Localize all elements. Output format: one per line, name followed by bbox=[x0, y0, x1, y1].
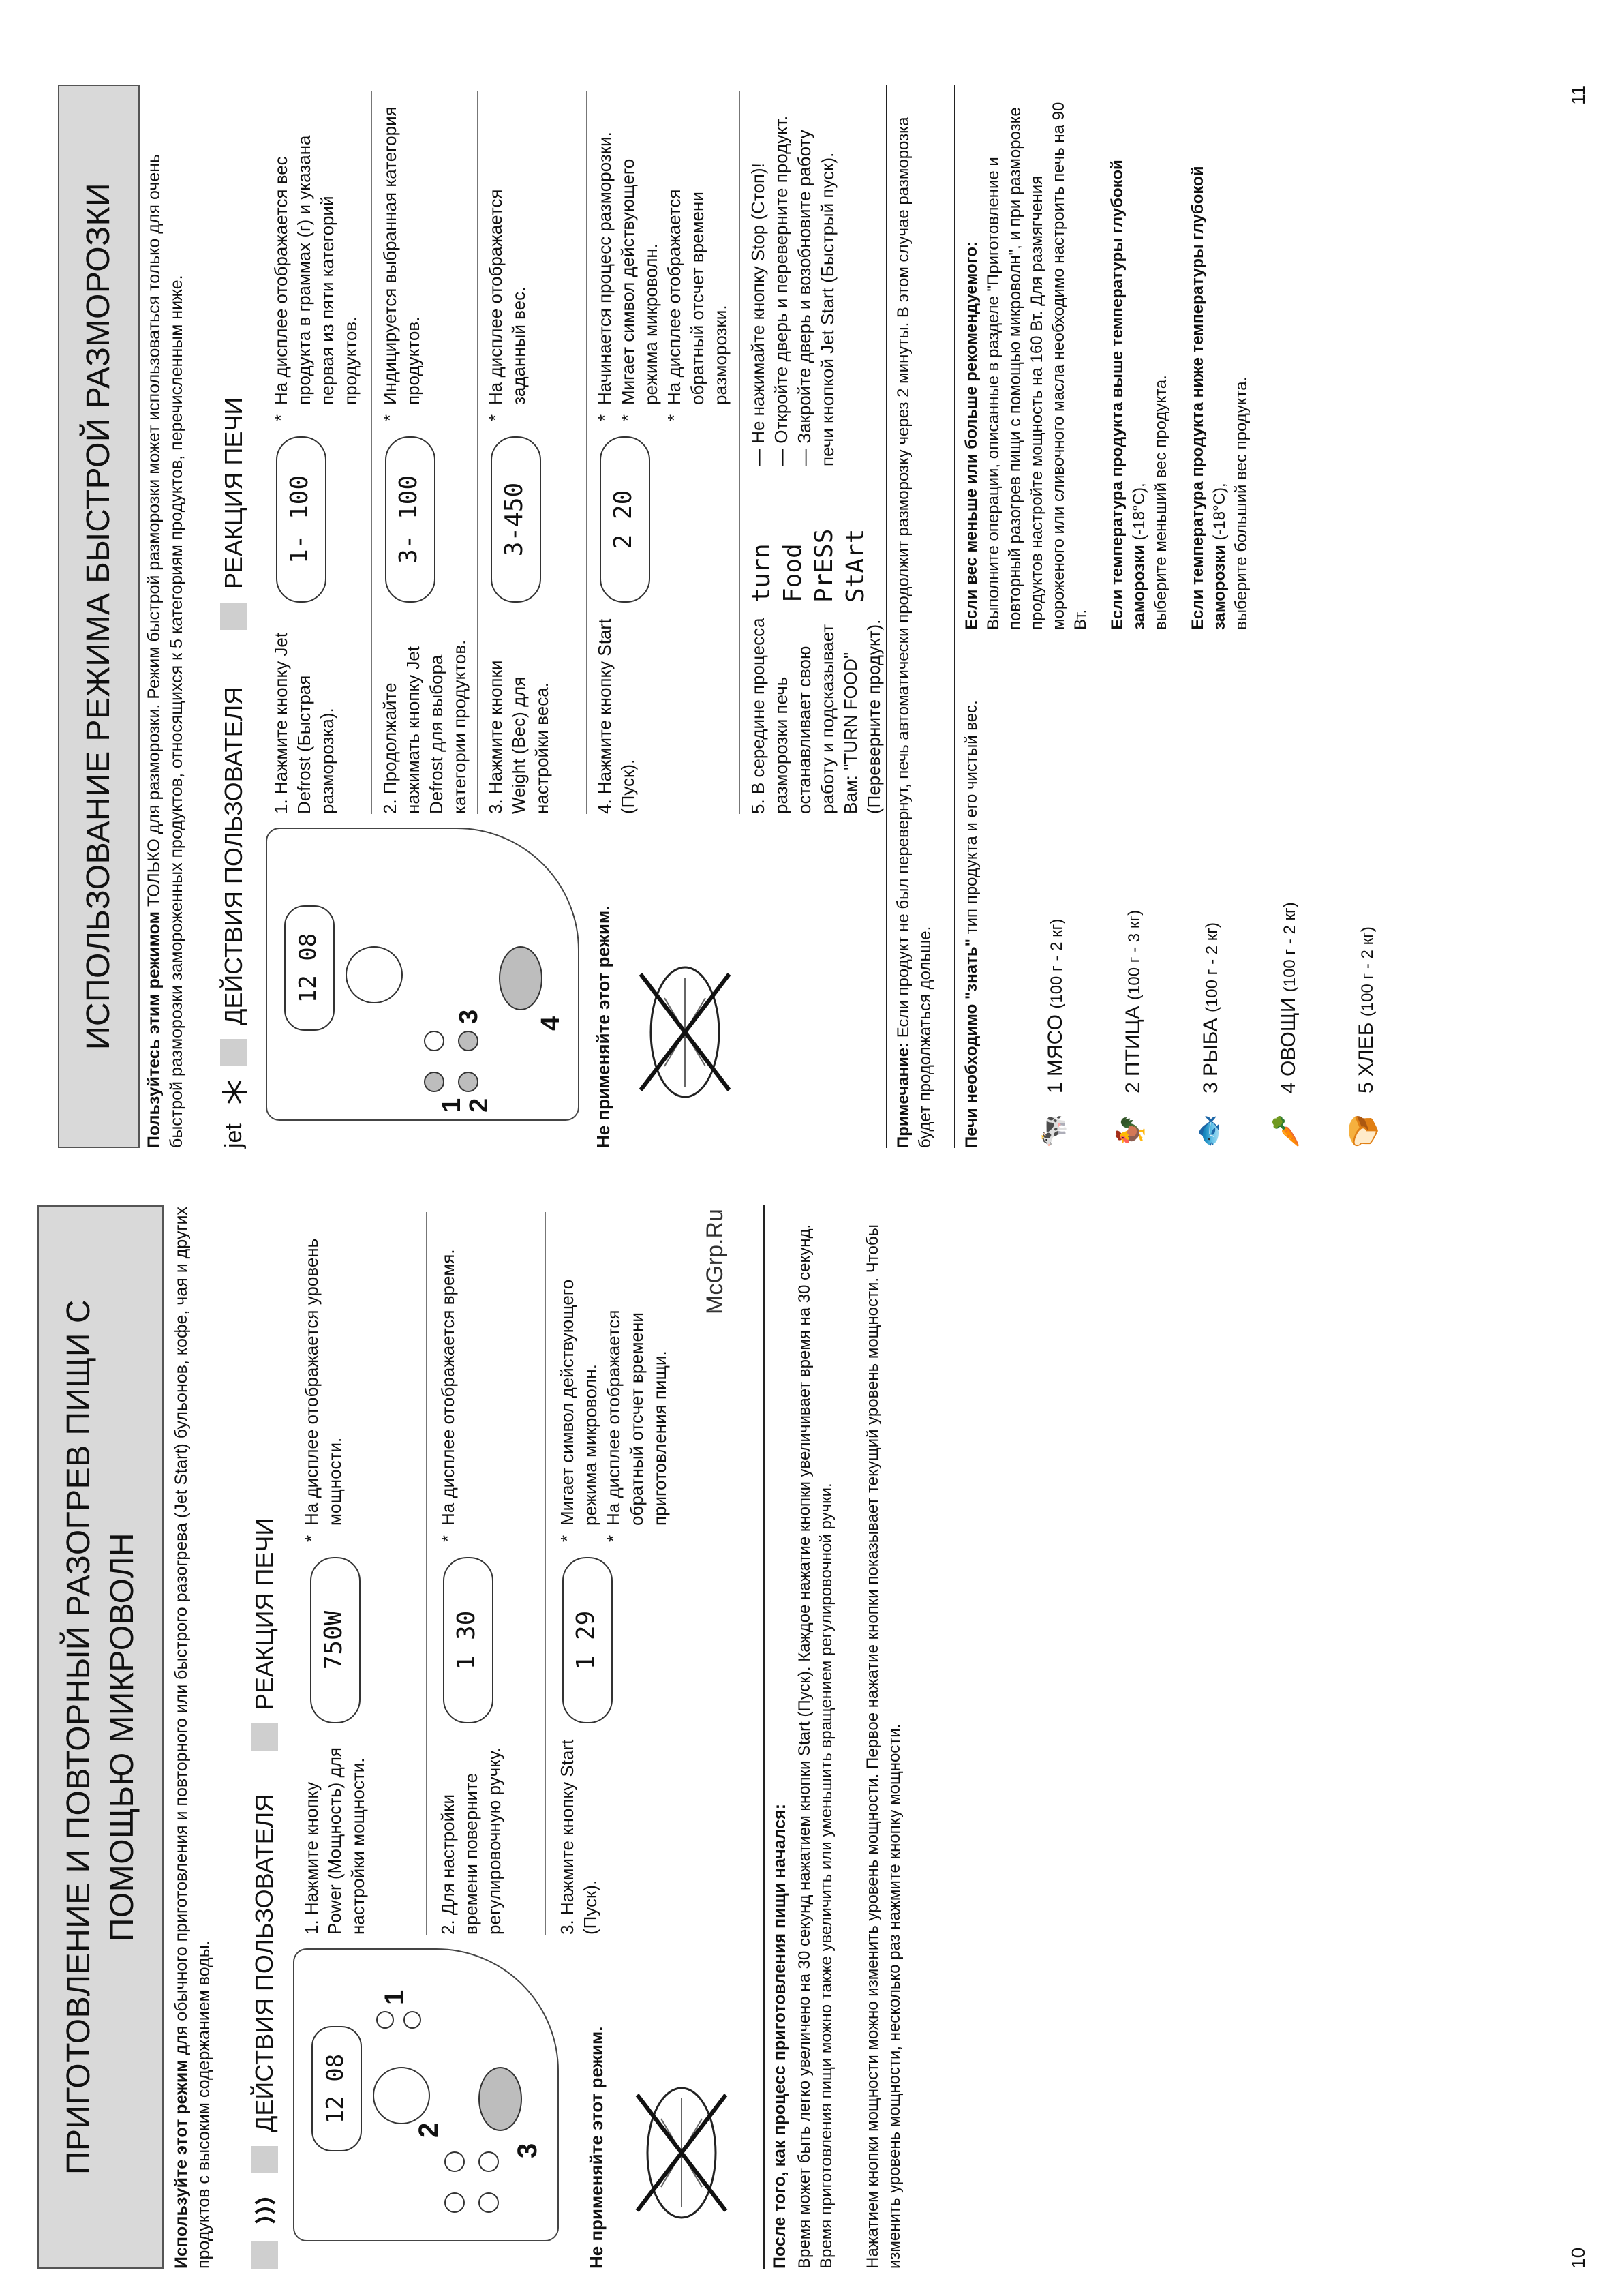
tip3-temp: (-18°C), bbox=[1210, 483, 1229, 545]
jet-defrost-button bbox=[424, 1072, 444, 1092]
step-3-response-line: На дисплее отображается заданный вес. bbox=[485, 189, 529, 405]
step-divider bbox=[426, 1212, 427, 1935]
category-vegetables bbox=[1249, 657, 1326, 1148]
panel-display: 12 08 bbox=[311, 2026, 362, 2151]
step-1-text: 1. Нажмите кнопку Jet Defrost (Быстрая разморозка). bbox=[271, 632, 337, 814]
poultry-icon: 🐓 bbox=[1116, 1114, 1146, 1148]
category-name: 2 ПТИЦА bbox=[1122, 1006, 1144, 1093]
panel-button bbox=[424, 1031, 444, 1051]
know-bold: Печи необходимо "знать" bbox=[962, 939, 981, 1148]
step-4-display: 2 20 bbox=[600, 436, 650, 603]
panel-button bbox=[478, 2192, 499, 2213]
callout-2: 2 bbox=[414, 2122, 444, 2138]
step-2-display: 3- 100 bbox=[385, 436, 435, 603]
step-3-response: * Мигает символ действующего режима микроволн. * На дисплее отображается обратный отсчет времени приготовления пищи. bbox=[557, 1279, 670, 1542]
category-name: 5 ХЛЕБ bbox=[1355, 1022, 1377, 1093]
step-3-response: * На дисплее отображается заданный вес. bbox=[485, 189, 529, 421]
display-word: StArt bbox=[842, 528, 870, 603]
start-button bbox=[499, 946, 542, 1010]
page-number: 10 bbox=[1567, 2247, 1589, 2269]
note-text: Если продукт не был перевернут, печь автоматически продолжит разморозку через 2 минуты. В этом случае разморозка будет продолжаться дольше. bbox=[894, 117, 934, 1148]
panel-button bbox=[478, 2151, 499, 2172]
step-1-display: 750W bbox=[310, 1557, 361, 1723]
header-tab-marker bbox=[220, 1039, 247, 1066]
step-4-response-line: Мигает символ действующего режима микроволн. bbox=[617, 158, 661, 405]
vegetables-icon: 🥕 bbox=[1271, 1114, 1301, 1148]
display-word: PrESS bbox=[810, 528, 838, 603]
category-range: (100 г - 2 кг) bbox=[1281, 902, 1299, 993]
step-2-text: 2. Продолжайте нажимать кнопку Jet Defrost для выбора категории продуктов. bbox=[380, 639, 470, 814]
left-page bbox=[0, 1151, 1622, 2269]
step-divider bbox=[739, 91, 740, 814]
panel-button bbox=[444, 2151, 465, 2172]
defrost-note bbox=[893, 85, 936, 1148]
weight-button bbox=[458, 1031, 478, 1051]
right-column-headers bbox=[218, 85, 249, 1148]
left-title-line2: ПОМОЩЬЮ МИКРОВОЛН bbox=[104, 1532, 140, 1942]
right-page-title bbox=[58, 85, 140, 1148]
jet-logo: jet bbox=[221, 1123, 247, 1148]
col-user-actions: ДЕЙСТВИЯ ПОЛЬЗОВАТЕЛЯ bbox=[250, 1794, 278, 2132]
food-type-intro bbox=[961, 671, 983, 1148]
right-intro-text: ТОЛЬКО для разморозки. Режим быстрой разморозки может использоваться только для очень быстрой разморозки замороженных продуктов, относящихся к 5 категориям продуктов, перечисленным ниже. bbox=[144, 153, 186, 1148]
callout-2: 2 bbox=[465, 1098, 493, 1113]
fish-icon: 🐟 bbox=[1193, 1114, 1223, 1148]
col-oven-response: РЕАКЦИЯ ПЕЧИ bbox=[219, 397, 247, 589]
header-tab-marker bbox=[251, 2241, 278, 2269]
category-name: 1 МЯСО bbox=[1044, 1014, 1067, 1093]
category-range: (100 г - 3 кг) bbox=[1125, 909, 1144, 1000]
turn-note: — Не нажимайте кнопку Stop (Стоп)! bbox=[748, 163, 768, 466]
category-fish bbox=[1171, 657, 1249, 1148]
bread-icon: 🍞 bbox=[1349, 1114, 1379, 1148]
no-metal-rack-icon bbox=[627, 957, 736, 1107]
callout-1: 1 bbox=[438, 1098, 466, 1113]
category-range: (100 г - 2 кг) bbox=[1047, 918, 1066, 1009]
turn-note-text: Откройте дверь и переверните продукт. bbox=[771, 115, 791, 444]
snowflake-icon bbox=[221, 1078, 248, 1106]
step-4-response: * Начинается процесс разморозки. * Мигает символ действующего режима микроволн. * На дисплее отображается обратный отсчет времени разморозки. bbox=[594, 132, 731, 421]
section-rule bbox=[763, 1205, 765, 2269]
dont-use-label: Не применяйте этот режим. bbox=[586, 2026, 607, 2269]
step-1-response-line: На дисплее отображается уровень мощности. bbox=[301, 1238, 345, 1526]
right-page bbox=[0, 30, 1622, 1148]
category-range: (100 г - 2 кг) bbox=[1358, 926, 1377, 1017]
step-divider bbox=[545, 1212, 546, 1935]
tip2-temp: (-18°C), bbox=[1130, 483, 1148, 545]
watermark: McGrp.Ru bbox=[702, 1209, 728, 1314]
step-divider bbox=[477, 91, 478, 814]
step-4-text: 4. Нажмите кнопку Start (Пуск). bbox=[594, 618, 638, 814]
section-rule bbox=[954, 85, 955, 1148]
note-label: Примечание: bbox=[894, 1042, 913, 1148]
category-bread bbox=[1326, 657, 1404, 1148]
left-column-headers bbox=[249, 1205, 280, 2269]
step-4-response-line: На дисплее отображается обратный отсчет времени разморозки. bbox=[664, 189, 731, 405]
step-1-response-line: На дисплее отображается вес продукта в граммах (г) и указана первая из пяти категорий продуктов. bbox=[271, 135, 361, 405]
category-range: (100 г - 2 кг) bbox=[1203, 922, 1221, 1013]
step-1-display: 1- 100 bbox=[276, 436, 326, 603]
tip2-text: выберите меньший вес продукта. bbox=[1152, 375, 1170, 630]
step-3-text: 3. Нажмите кнопку Start (Пуск). bbox=[557, 1739, 600, 1935]
header-tab-marker bbox=[220, 603, 247, 630]
left-intro bbox=[170, 1205, 215, 2269]
panel-button bbox=[444, 2192, 465, 2213]
left-title-line1: ПРИГОТОВЛЕНИЕ И ПОВТОРНЫЙ РАЗОГРЕВ ПИЩИ С bbox=[60, 1299, 97, 2175]
step-3-text: 3. Нажмите кнопки Weight (Вес) для настройки веса. bbox=[485, 660, 552, 814]
category-poultry bbox=[1093, 657, 1171, 1148]
meat-icon: 🐄 bbox=[1038, 1114, 1068, 1148]
step-3-response-line: На дисплее отображается обратный отсчет времени приготовления пищи. bbox=[603, 1310, 670, 1526]
turn-note: — Откройте дверь и переверните продукт. bbox=[771, 115, 791, 466]
left-page-title bbox=[37, 1205, 164, 2269]
turn-food-notes bbox=[746, 98, 839, 466]
after-start-paragraph-2: Нажатием кнопки мощности можно изменить уровень мощности. Первое нажатие кнопки показывает текущий уровень мощности. Чтобы изменить уровень мощности, несколько раз нажмите кнопку мощности. bbox=[863, 1224, 904, 2269]
step-2-display: 1 30 bbox=[443, 1557, 493, 1723]
step-1-response: * На дисплее отображается вес продукта в граммах (г) и указана первая из пяти категорий продуктов. bbox=[271, 135, 361, 421]
category-meat bbox=[1015, 657, 1093, 1148]
know-text: тип продукта и его чистый вес. bbox=[962, 700, 981, 939]
step-divider bbox=[371, 91, 372, 814]
page-number: 11 bbox=[1567, 85, 1589, 105]
weight-minus-button bbox=[403, 2011, 421, 2029]
control-panel-illustration bbox=[293, 1948, 559, 2241]
section-rule bbox=[886, 85, 887, 1148]
tip3 bbox=[1187, 85, 1231, 630]
tip3-text: выберите больший вес продукта. bbox=[1232, 376, 1251, 630]
tip1-title: Если вес меньше или больше рекомендуемого: bbox=[962, 241, 981, 630]
panel-display: 12 08 bbox=[284, 905, 335, 1031]
no-metal-rack-icon bbox=[624, 2078, 733, 2228]
food-category-list bbox=[1015, 657, 1404, 1148]
step-divider bbox=[586, 91, 587, 814]
step-2-response: * Индицируется выбранная категория продуктов. bbox=[380, 106, 423, 421]
tip2-title: Если температура продукта выше температуры глубокой заморозки bbox=[1108, 160, 1148, 630]
right-title: ИСПОЛЬЗОВАНИЕ РЕЖИМА БЫСТРОЙ РАЗМОРОЗКИ bbox=[80, 182, 117, 1051]
turn-note: — Закройте дверь и возобновите работу печи кнопкой Jet Start (Быстрый пуск). bbox=[794, 130, 838, 466]
after-start-title: После того, как процесс приготовления пищи начался: bbox=[770, 1803, 789, 2269]
col-oven-response: РЕАКЦИЯ ПЕЧИ bbox=[250, 1517, 278, 1710]
turn-note-text: Закройте дверь и возобновите работу печи кнопкой Jet Start (Быстрый пуск). bbox=[794, 130, 838, 466]
category-name: 4 ОВОЩИ bbox=[1277, 997, 1300, 1093]
microwave-waves-icon bbox=[250, 2187, 280, 2228]
tip1-text: Выполните операции, описанные в разделе "Приготовление и повторный разогрев пищи с помощью микроволн", и при разморозке продуктов настройте мощность на 160 Вт. Для размягчения мороженого или сливочного масла необходимо настроить печь на 90 Вт. bbox=[984, 102, 1090, 630]
right-intro bbox=[143, 85, 188, 1148]
display-word: turn bbox=[748, 543, 776, 603]
jet-defrost-button bbox=[458, 1072, 478, 1092]
dont-use-label: Не применяйте этот режим. bbox=[593, 905, 613, 1148]
step-2-response-line: Индицируется выбранная категория продуктов. bbox=[380, 106, 423, 405]
callout-1: 1 bbox=[380, 1989, 410, 2005]
callout-3: 3 bbox=[512, 2143, 542, 2158]
step-2-response: * На дисплее отображается время. bbox=[438, 1249, 458, 1542]
weight-plus-button bbox=[376, 2011, 394, 2029]
callout-3: 3 bbox=[455, 1009, 483, 1024]
step-5-text: 5. В середине процесса разморозки печь останавливает свою работу и подсказывает Вам: "TURN FOOD" (Переверните продукт). bbox=[748, 618, 884, 814]
left-intro-bold: Используйте этот режим bbox=[172, 2059, 191, 2269]
step-1-response: * На дисплее отображается уровень мощности. bbox=[301, 1238, 345, 1542]
header-tab-marker bbox=[251, 1723, 278, 1751]
start-button bbox=[478, 2067, 522, 2131]
weight-tips bbox=[961, 85, 1253, 630]
display-word: Food bbox=[779, 543, 807, 603]
step-1-text: 1. Нажмите кнопку Power (Мощность) для настройки мощности. bbox=[301, 1747, 368, 1935]
step-4-response-line: Начинается процесс разморозки. bbox=[594, 132, 615, 405]
callout-4: 4 bbox=[536, 1016, 565, 1031]
after-start-paragraph-1: Время может быть легко увеличено на 30 секунд нажатием кнопки Start (Пуск). Каждое нажатие кнопки увеличивает время на 30 секунд. Время приготовления пищи можно также увеличить или уменьшить вращением регулировочной ручки. bbox=[795, 1224, 836, 2269]
step-2-text: 2. Для настройки времени поверните регулировочную ручку. bbox=[438, 1747, 504, 1935]
step-3-display: 1 29 bbox=[562, 1557, 613, 1723]
turn-note-text: Не нажимайте кнопку Stop (Стоп)! bbox=[748, 163, 768, 444]
turn-food-display-words bbox=[746, 494, 872, 603]
tip3-title: Если температура продукта ниже температуры глубокой заморозки bbox=[1189, 166, 1229, 630]
col-user-actions: ДЕЙСТВИЯ ПОЛЬЗОВАТЕЛЯ bbox=[219, 686, 247, 1025]
tip2 bbox=[1107, 85, 1150, 630]
step-3-response-line: Мигает символ действующего режима микроволн. bbox=[557, 1279, 600, 1526]
control-panel-illustration bbox=[266, 828, 579, 1121]
adjust-knob bbox=[346, 946, 403, 1003]
category-name: 3 РЫБА bbox=[1199, 1018, 1222, 1093]
left-intro-text: для обычного приготовления и повторного или быстрого разогрева (Jet Start) бульонов, кофе, чая и других продуктов с высоким содержанием воды. bbox=[172, 1207, 213, 2269]
adjust-knob bbox=[373, 2067, 430, 2124]
step-3-display: 3-450 bbox=[491, 436, 541, 603]
step-2-response-line: На дисплее отображается время. bbox=[438, 1249, 458, 1526]
header-tab-marker bbox=[251, 2146, 278, 2173]
right-intro-bold: Пользуйтесь этим режимом bbox=[144, 911, 164, 1148]
